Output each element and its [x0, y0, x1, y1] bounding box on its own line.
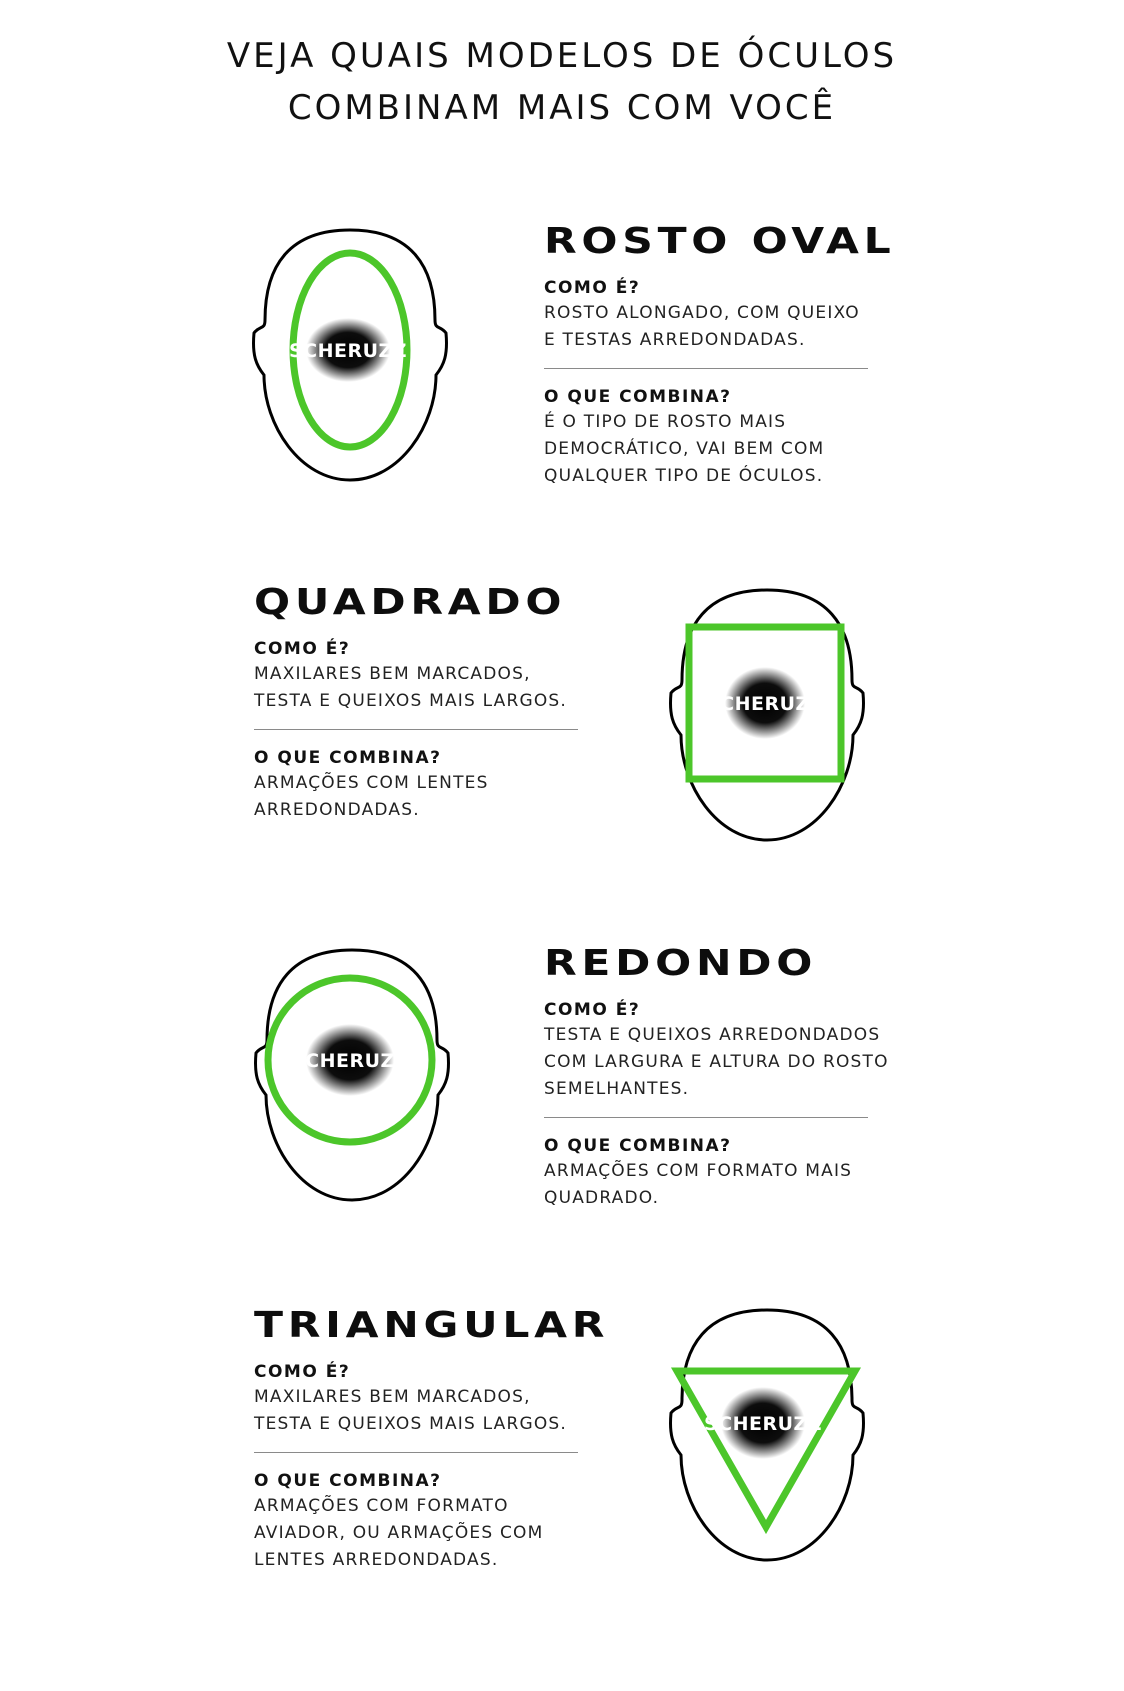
- divider: [254, 729, 578, 730]
- combina-label: O QUE COMBINA?: [544, 387, 732, 407]
- combina-label: O QUE COMBINA?: [254, 1471, 442, 1491]
- como-line: SEMELHANTES.: [544, 1079, 690, 1099]
- triangle-text-block: [254, 1305, 610, 1574]
- combina-line: LENTES ARREDONDADAS.: [254, 1550, 499, 1570]
- watermark-text: SCHERUZZ: [703, 1413, 823, 1435]
- square-text-block: [254, 583, 578, 824]
- section-heading: REDONDO: [544, 943, 818, 984]
- como-line: MAXILARES BEM MARCADOS,: [254, 1387, 531, 1407]
- face-oval-illustration: [250, 225, 450, 485]
- combina-line: AVIADOR, OU ARMAÇÕES COM: [254, 1523, 544, 1543]
- como-line: MAXILARES BEM MARCADOS,: [254, 664, 531, 684]
- combina-line: DEMOCRÁTICO, VAI BEM COM: [544, 439, 825, 459]
- como-label: COMO É?: [254, 639, 351, 659]
- como-line: COM LARGURA E ALTURA DO ROSTO: [544, 1052, 889, 1072]
- circle-text-block: [544, 944, 889, 1212]
- combina-line: QUALQUER TIPO DE ÓCULOS.: [544, 466, 824, 486]
- como-line: E TESTAS ARREDONDADAS.: [544, 330, 806, 350]
- divider: [254, 1452, 578, 1453]
- como-line: TESTA E QUEIXOS MAIS LARGOS.: [254, 691, 568, 711]
- divider: [544, 368, 868, 369]
- combina-label: O QUE COMBINA?: [254, 748, 442, 768]
- como-label: COMO É?: [544, 278, 641, 298]
- oval-text-block: [544, 221, 896, 490]
- combina-line: ARMAÇÕES COM LENTES: [254, 773, 489, 793]
- como-line: ROSTO ALONGADO, COM QUEIXO: [544, 303, 860, 323]
- page-title: [0, 30, 1124, 134]
- watermark-text: SCHERUZZ: [288, 340, 408, 362]
- section-heading: ROSTO OVAL: [544, 221, 896, 262]
- como-label: COMO É?: [254, 1362, 351, 1382]
- como-line: TESTA E QUEIXOS ARREDONDADOS: [544, 1025, 881, 1045]
- page-title-line-2: COMBINAM MAIS COM VOCÊ: [287, 88, 837, 128]
- page-title-line-1: VEJA QUAIS MODELOS DE ÓCULOS: [226, 36, 898, 76]
- face-triangle-illustration: [667, 1305, 867, 1567]
- combina-line: ARREDONDADAS.: [254, 800, 420, 820]
- combina-label: O QUE COMBINA?: [544, 1136, 732, 1156]
- watermark-text: SCHERUZZ: [705, 693, 825, 715]
- divider: [544, 1117, 868, 1118]
- face-circle-illustration: [252, 945, 452, 1205]
- combina-line: ARMAÇÕES COM FORMATO MAIS: [544, 1161, 853, 1181]
- como-line: TESTA E QUEIXOS MAIS LARGOS.: [254, 1414, 568, 1434]
- combina-line: É O TIPO DE ROSTO MAIS: [544, 412, 787, 432]
- watermark-text: SCHERUZZ: [290, 1050, 410, 1072]
- face-square-illustration: [667, 585, 867, 845]
- como-label: COMO É?: [544, 1000, 641, 1020]
- section-heading: TRIANGULAR: [254, 1305, 610, 1346]
- section-heading: QUADRADO: [254, 582, 567, 623]
- combina-line: QUADRADO.: [544, 1188, 660, 1208]
- combina-line: ARMAÇÕES COM FORMATO: [254, 1496, 509, 1516]
